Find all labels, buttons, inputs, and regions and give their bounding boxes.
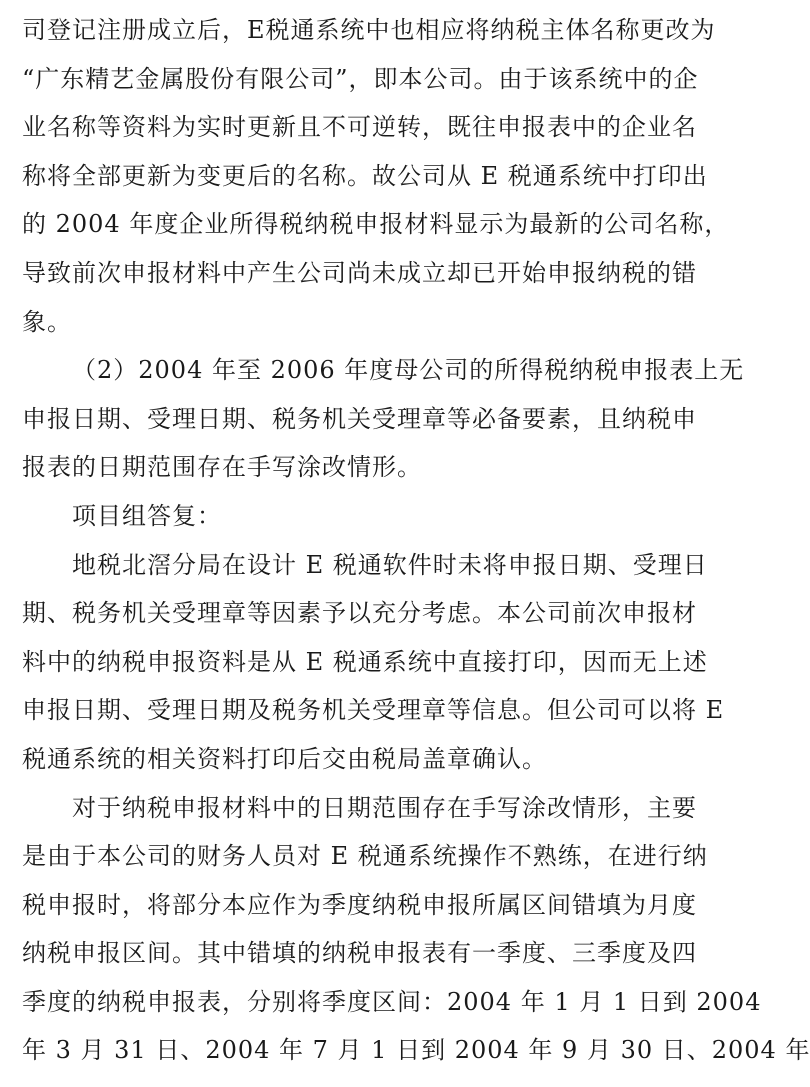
paragraph-1-continuation xyxy=(22,18,702,358)
text-line: 税通系统的相关资料打印后交由税局盖章确认。 xyxy=(22,747,702,796)
text-line: 申报日期、受理日期、税务机关受理章等必备要素，且纳税申 xyxy=(22,407,702,456)
text-line: 司登记注册成立后，E税通系统中也相应将纳税主体名称更改为 xyxy=(22,18,702,67)
paragraph-reply-1 xyxy=(22,553,702,796)
text-line: 导致前次申报材料中产生公司尚未成立却已开始申报纳税的错 xyxy=(22,261,702,310)
text-line: 年 3 月 31 日、2004 年 7 月 1 日到 2004 年 9 月 30 日、2004 年 xyxy=(22,1038,702,1087)
text-line: 税申报时，将部分本应作为季度纳税申报所属区间错填为月度 xyxy=(22,893,702,942)
text-line: （2）2004 年至 2006 年度母公司的所得税纳税申报表上无 xyxy=(22,358,702,407)
text-line: 的 2004 年度企业所得税纳税申报材料显示为最新的公司名称， xyxy=(22,212,702,261)
text-line: 对于纳税申报材料中的日期范围存在手写涂改情形，主要 xyxy=(22,796,702,845)
text-line: 报表的日期范围存在手写涂改情形。 xyxy=(22,455,702,504)
text-line: 业名称等资料为实时更新且不可逆转，既往申报表中的企业名 xyxy=(22,115,702,164)
text-line: 申报日期、受理日期及税务机关受理章等信息。但公司可以将 E xyxy=(22,698,702,747)
reply-heading xyxy=(22,504,702,553)
text-line: 料中的纳税申报资料是从 E 税通系统中直接打印，因而无上述 xyxy=(22,650,702,699)
text-line: “广东精艺金属股份有限公司”，即本公司。由于该系统中的企 xyxy=(22,67,702,116)
text-line: 季度的纳税申报表，分别将季度区间：2004 年 1 月 1 日到 2004 xyxy=(22,990,702,1039)
text-line: 称将全部更新为变更后的名称。故公司从 E 税通系统中打印出 xyxy=(22,164,702,213)
text-line: 象。 xyxy=(22,310,702,359)
paragraph-reply-2 xyxy=(22,796,702,1087)
text-line: 期、税务机关受理章等因素予以充分考虑。本公司前次申报材 xyxy=(22,601,702,650)
paragraph-item-2 xyxy=(22,358,702,504)
text-line: 地税北滘分局在设计 E 税通软件时未将申报日期、受理日 xyxy=(22,553,702,602)
text-line: 是由于本公司的财务人员对 E 税通系统操作不熟练，在进行纳 xyxy=(22,844,702,893)
text-line: 纳税申报区间。其中错填的纳税申报表有一季度、三季度及四 xyxy=(22,941,702,990)
text-line: 项目组答复： xyxy=(22,504,702,553)
